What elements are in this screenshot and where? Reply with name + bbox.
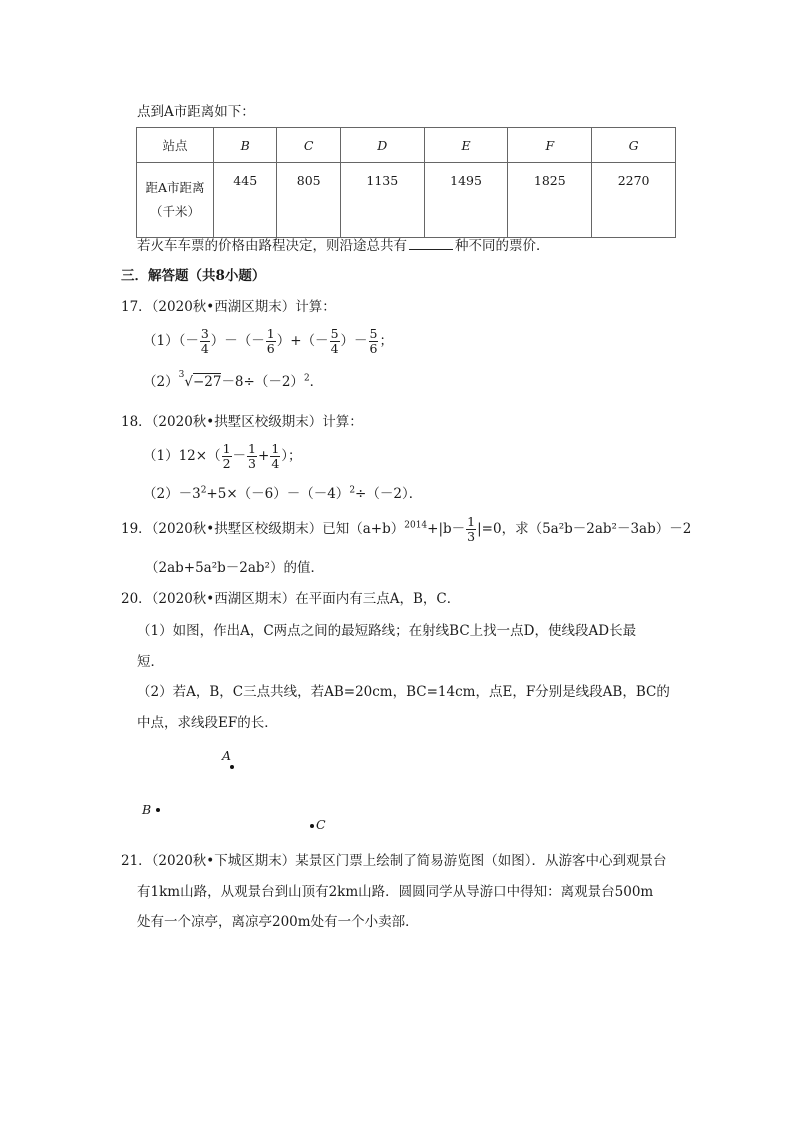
- fraction: [369, 327, 379, 356]
- operator: +: [258, 448, 270, 464]
- intro-text: 点到A市距离如下：: [137, 104, 255, 120]
- distance-row: [137, 163, 676, 238]
- denominator: 4: [271, 456, 280, 471]
- q19-text: 19．（2020秋•拱墅区校级期末）已知（a+b）: [121, 521, 405, 537]
- exponent: 2: [303, 373, 310, 384]
- fraction: [247, 442, 257, 471]
- exponent: 2: [349, 485, 356, 496]
- q21-line1: 21．（2020秋•下城区期末）某景区门票上绘制了简易游览图（如图）．从游客中心到观景台: [121, 853, 667, 869]
- point-c: [310, 824, 314, 828]
- fraction: [270, 442, 280, 471]
- distance-header-line2: （千米）: [149, 204, 200, 219]
- station-row: [137, 128, 676, 163]
- point-label-c: C: [316, 817, 326, 832]
- fill-question-text: 若火车车票的价格由路程决定，则沿途总共有: [137, 238, 407, 254]
- q20-part2-line1: （2）若A，B，C三点共线，若AB=20cm，BC=14cm，点E，F分别是线段AB，BC的: [137, 684, 670, 700]
- fill-question-text-end: 种不同的票价．: [455, 238, 550, 254]
- q17-part1: [143, 326, 393, 356]
- numerator: 1: [271, 441, 280, 456]
- numerator: 1: [222, 441, 231, 456]
- radicand: −27: [192, 374, 222, 390]
- numerator: 5: [369, 326, 378, 341]
- q20-head: 20．（2020秋•西湖区期末）在平面内有三点A，B，C．: [121, 591, 461, 607]
- cube-root-sign: √: [184, 374, 193, 390]
- q21-line3: 处有一个凉亭，离凉亭200m处有一个小卖部．: [137, 914, 419, 930]
- fraction: [466, 515, 476, 544]
- fraction: [222, 442, 232, 471]
- station-cell: F: [508, 128, 592, 163]
- distance-cell: 445: [214, 163, 277, 238]
- q18-part2: [143, 484, 422, 504]
- point-b: [156, 808, 160, 812]
- exponent: 2014: [404, 520, 428, 531]
- q17-p1-text: ）－: [340, 333, 368, 349]
- q20-part1-line2: 短．: [137, 654, 164, 670]
- q18-part1: [143, 441, 302, 471]
- q21-line2: 有1km山路，从观景台到山顶有2km山路．圆圆同学从导游口中得知：离观景台500m: [137, 884, 654, 900]
- q17-p2-text: ．: [309, 374, 324, 390]
- fraction: [266, 327, 276, 356]
- q19-text: +|b－: [427, 521, 466, 537]
- denominator: 6: [266, 341, 275, 356]
- denominator: 6: [369, 341, 378, 356]
- q17-p2-text: （2）: [143, 374, 179, 390]
- q20-part2-line2: 中点，求线段EF的长．: [137, 715, 278, 731]
- fraction: [200, 327, 210, 356]
- operator: －: [232, 448, 247, 464]
- q18-p2-text: （2）－3: [143, 486, 201, 502]
- q19-line1: [121, 514, 691, 544]
- station-cell: C: [277, 128, 340, 163]
- distance-header-line1: 距A市距离: [145, 180, 205, 195]
- station-cell: D: [340, 128, 424, 163]
- answer-blank[interactable]: [409, 235, 453, 250]
- q17-p1-text: ；: [379, 333, 393, 349]
- station-header: 站点: [137, 128, 214, 163]
- section-title: 三．解答题（共8小题）: [121, 268, 266, 284]
- q17-p1-text: ）－（－: [210, 333, 265, 349]
- distance-header: [137, 163, 214, 238]
- station-cell: B: [214, 128, 277, 163]
- q18-p1-text: ）；: [281, 448, 302, 464]
- distance-cell: 1135: [340, 163, 424, 238]
- denominator: 4: [330, 341, 339, 356]
- denominator: 2: [222, 456, 231, 471]
- point-label-b: B: [142, 802, 152, 817]
- distance-cell: 1825: [508, 163, 592, 238]
- q18-p2-text: +5×（－6）－（－4）: [206, 486, 350, 502]
- q20-part1-line1: （1）如图，作出A，C两点之间的最短路线；在射线BC上找一点D，使线段AD长最: [137, 623, 637, 639]
- q17-p1-text: （1）（－: [143, 333, 199, 349]
- q18-p2-text: ÷（－2）．: [355, 486, 423, 502]
- q19-line2: （2ab+5a²b－2ab²）的值．: [145, 560, 324, 576]
- q17-p2-text: －8÷（－2）: [221, 374, 304, 390]
- numerator: 1: [248, 441, 256, 456]
- numerator: 1: [467, 514, 476, 529]
- exponent: 2: [200, 485, 207, 496]
- numerator: 5: [330, 326, 339, 341]
- point-label-a: A: [222, 748, 232, 763]
- distance-cell: 1495: [424, 163, 508, 238]
- q17-p1-text: ）+（－: [276, 333, 329, 349]
- distance-cell: 805: [277, 163, 340, 238]
- distance-table: [136, 127, 676, 238]
- q17-part2: [143, 369, 324, 392]
- root-index: 3: [178, 369, 185, 380]
- q17-head: 17．（2020秋•西湖区期末）计算：: [121, 299, 336, 315]
- q18-p1-text: （1）12×（: [143, 448, 221, 464]
- q18-head: 18．（2020秋•拱墅区校级期末）计算：: [121, 414, 363, 430]
- station-cell: E: [424, 128, 508, 163]
- distance-cell: 2270: [592, 163, 676, 238]
- numerator: 3: [200, 326, 209, 341]
- denominator: 4: [200, 341, 209, 356]
- fill-question: [137, 235, 550, 256]
- denominator: 3: [248, 456, 256, 471]
- station-cell: G: [592, 128, 676, 163]
- fraction: [330, 327, 340, 356]
- numerator: 1: [266, 326, 275, 341]
- denominator: 3: [467, 529, 476, 544]
- point-a: [230, 765, 234, 769]
- q19-text: |=0，求（5a²b－2ab²－3ab）－2: [477, 521, 692, 537]
